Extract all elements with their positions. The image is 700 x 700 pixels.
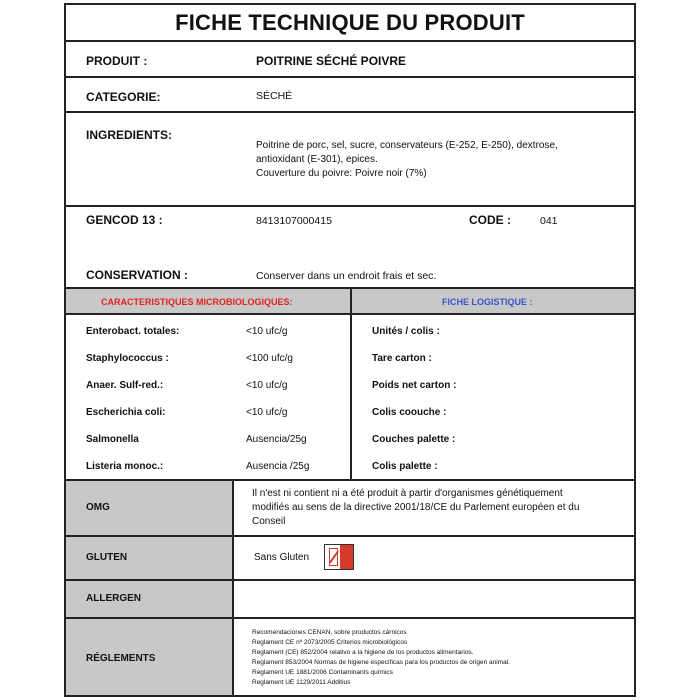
conservation-value: Conserver dans un endroit frais et sec.: [256, 270, 437, 282]
categorie-row: [66, 78, 634, 113]
gluten-value-cell: [234, 537, 634, 579]
ingredients-line: Poitrine de porc, sel, sucre, conservateurs (E-252, E-250), dextrose,: [256, 140, 558, 151]
gencod-value: 8413107000415: [256, 215, 332, 227]
produit-value: POITRINE SÉCHÉ POIVRE: [256, 54, 407, 68]
omg-row: [66, 481, 634, 537]
ingredients-text: [256, 139, 626, 181]
reglement-line: Reglament (CE) 852/2004 relativo a la higiene de los productos alimentarios.: [252, 649, 474, 656]
logistique-item-label: Tare carton :: [372, 353, 432, 364]
allergen-label: ALLERGEN: [86, 593, 141, 604]
micro-item-value: <10 ufc/g: [246, 326, 288, 337]
omg-line: Conseil: [252, 516, 286, 527]
micro-item-label: Staphylococcus :: [86, 353, 169, 364]
ingredients-row: [66, 113, 634, 207]
gluten-free-icon: [324, 544, 354, 570]
omg-label: OMG: [86, 502, 110, 513]
logistique-item-label: Colis coouche :: [372, 407, 447, 418]
logistique-header: FICHE LOGISTIQUE :: [442, 297, 533, 307]
gencod-label: GENCOD 13 :: [86, 213, 163, 227]
reglements-text-cell: [234, 619, 634, 695]
section-body-row: [66, 315, 634, 481]
omg-line: Il n'est ni contient ni a été produit à partir d'organismes génétiquement: [252, 488, 563, 499]
title-row: [66, 5, 634, 42]
micro-list: [66, 315, 352, 479]
micro-item-value: <10 ufc/g: [246, 380, 288, 391]
micro-header-cell: [66, 289, 352, 313]
reglements-text: [252, 628, 510, 688]
product-sheet: [64, 3, 636, 697]
gluten-label-cell: [66, 537, 234, 579]
allergen-value-cell: [234, 581, 634, 617]
omg-text-cell: [234, 481, 634, 535]
section-header-row: [66, 289, 634, 315]
micro-item-value: <10 ufc/g: [246, 407, 288, 418]
micro-item-value: <100 ufc/g: [246, 353, 293, 364]
logistique-header-cell: [352, 289, 634, 313]
ingredients-line: antioxidant (E-301), epices.: [256, 154, 378, 165]
omg-text: [252, 487, 642, 529]
omg-line: modifiés au sens de la directive 2001/18/CE du Parlement européen et du: [252, 502, 580, 513]
micro-item-label: Escherichia coli:: [86, 407, 166, 418]
micro-item-label: Anaer. Sulf-red.:: [86, 380, 164, 391]
reglement-line: Reglament UE 1881/2006 Contaminants químics: [252, 669, 393, 676]
reglement-line: Recomendaciones CENAN, sobre productos cárnicos: [252, 629, 407, 636]
allergen-label-cell: [66, 581, 234, 617]
gluten-value: Sans Gluten: [254, 552, 310, 563]
logistique-item-label: Couches palette :: [372, 434, 456, 445]
micro-header: CARACTERISTIQUES MICROBIOLOGIQUES:: [101, 297, 293, 307]
produit-row: [66, 42, 634, 78]
logistique-list: [352, 315, 634, 479]
reglement-line: Reglament 853/2004 Normas de higiene específicas para los productos de origen animal.: [252, 659, 510, 666]
micro-item-value: Ausencia/25g: [246, 434, 307, 445]
reglement-line: Reglament CE nº 2073/2005 Criterios microbiológicos: [252, 639, 408, 646]
gencod-conservation-row: [66, 207, 634, 289]
reglements-label-cell: [66, 619, 234, 695]
logistique-item-label: Poids net carton :: [372, 380, 457, 391]
code-label: CODE :: [469, 213, 511, 227]
ingredients-label: INGREDIENTS:: [86, 128, 173, 142]
page-title: FICHE TECHNIQUE DU PRODUIT: [175, 10, 525, 35]
logistique-item-label: Colis palette :: [372, 461, 438, 472]
logistique-item-label: Unités / colis :: [372, 326, 440, 337]
micro-item-label: Salmonella: [86, 434, 139, 445]
micro-item-label: Listeria monoc.:: [86, 461, 164, 472]
reglements-label: RÉGLEMENTS: [86, 653, 156, 664]
gluten-row: [66, 537, 634, 581]
categorie-label: CATEGORIE:: [86, 90, 161, 104]
micro-item-label: Enterobact. totales:: [86, 326, 180, 337]
conservation-label: CONSERVATION :: [86, 268, 189, 282]
reglements-row: [66, 619, 634, 695]
allergen-row: [66, 581, 634, 619]
ingredients-line: Couverture du poivre: Poivre noir (7%): [256, 168, 427, 179]
gluten-label: GLUTEN: [86, 552, 128, 563]
micro-item-value: Ausencia /25g: [246, 461, 310, 472]
omg-label-cell: [66, 481, 234, 535]
produit-label: PRODUIT :: [86, 54, 148, 68]
reglement-line: Reglament UE 1129/2011 Additius: [252, 679, 351, 686]
code-value: 041: [540, 215, 558, 227]
categorie-value: SÉCHÉ: [256, 90, 293, 102]
